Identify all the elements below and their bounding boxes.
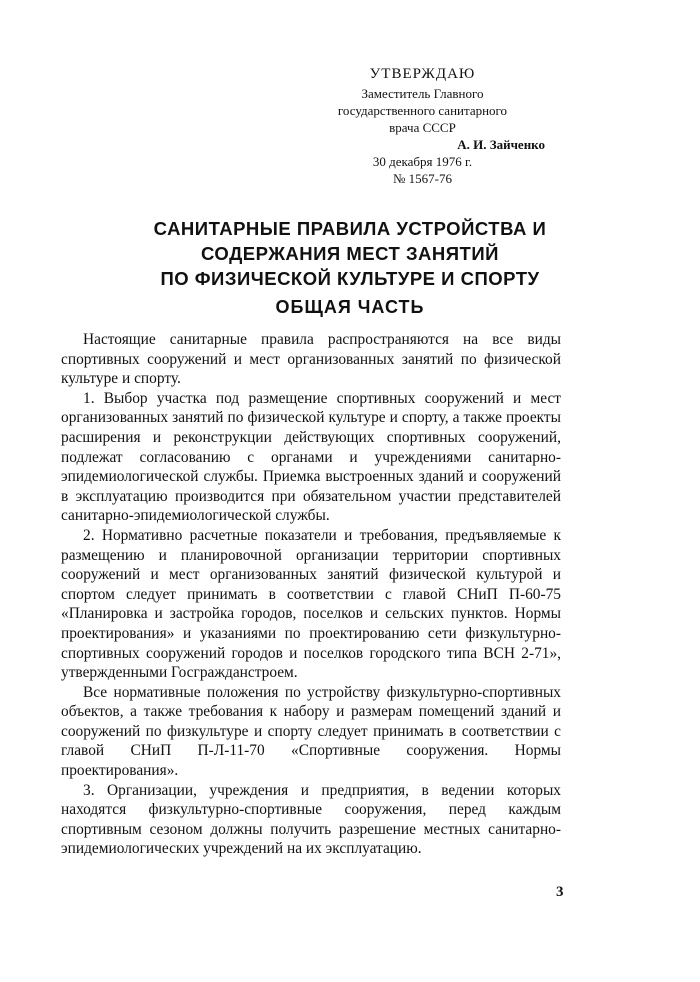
approval-number: № 1567-76 — [393, 171, 452, 186]
title-line-3: ПО ФИЗИЧЕСКОЙ КУЛЬТУРЕ И СПОРТУ — [160, 268, 540, 289]
paragraph-intro: Настоящие санитарные правила распространяются на все виды спортивных сооружений и мест организованных занятий по физической культуре и спорту. — [61, 331, 561, 388]
approval-stamp — [300, 66, 545, 187]
paragraph-1: 1. Выбор участка под размещение спортивных сооружений и мест организованных занятий по физической культуре и спорту, а также проекты расширения и реконструкции действующих спортивных сооружений, подлежат согласованию с органами и учреждениями санитарно-эпидемиологической службы. Приемка выстроенных зданий и сооружений в эксплуатацию производится при обязательном участии представителей санитарно-эпидемиологической службы. — [61, 389, 561, 525]
title-line-2: СОДЕРЖАНИЯ МЕСТ ЗАНЯТИЙ — [201, 243, 499, 264]
paragraph-2-continued: Все нормативные положения по устройству физкультурно-спортивных объектов, а также требования к набору и размерам помещений зданий и сооружений по физкультуре и спорту следует принимать в соответствии с главой СНиП П-Л-11-70 «Спортивные сооружения. Нормы проектирования». — [61, 683, 561, 780]
document-title — [90, 216, 610, 291]
page-number: 3 — [556, 884, 564, 900]
approval-position-line-3: врача СССР — [389, 120, 456, 135]
approval-position-line-2: государственного санитарного — [337, 103, 508, 118]
approval-position-line-1: Заместитель Главного — [361, 86, 484, 101]
approval-signer: А. И. Зайченко — [457, 137, 545, 152]
section-heading: ОБЩАЯ ЧАСТЬ — [275, 297, 425, 317]
paragraph-2: 2. Нормативно расчетные показатели и требования, предъявляемые к размещению и планировочной организации территории спортивных сооружений и мест организованных занятий физической культурой и спортом следует принимать в соответствии с главой СНиП П-60-75 «Планировка и застройка городов, поселков и сельских пунктов. Нормы проектирования» и указаниями по проектированию сети физкультурно-спортивных сооружений городов и поселков городского типа ВСН 2-71», утвержденными Госгражданстроем. — [61, 526, 561, 682]
approval-date: 30 декабря 1976 г. — [372, 154, 473, 169]
body-text — [61, 330, 561, 859]
paragraph-3: 3. Организации, учреждения и предприятия, в ведении которых находятся физкультурно-спортивные сооружения, перед каждым спортивным сезоном должны получить разрешение местных санитарно-эпидемиологических учреждений на их эксплуатацию. — [61, 781, 561, 858]
approval-heading: УТВЕРЖДАЮ — [369, 66, 476, 82]
title-line-1: САНИТАРНЫЕ ПРАВИЛА УСТРОЙСТВА И — [153, 218, 547, 239]
